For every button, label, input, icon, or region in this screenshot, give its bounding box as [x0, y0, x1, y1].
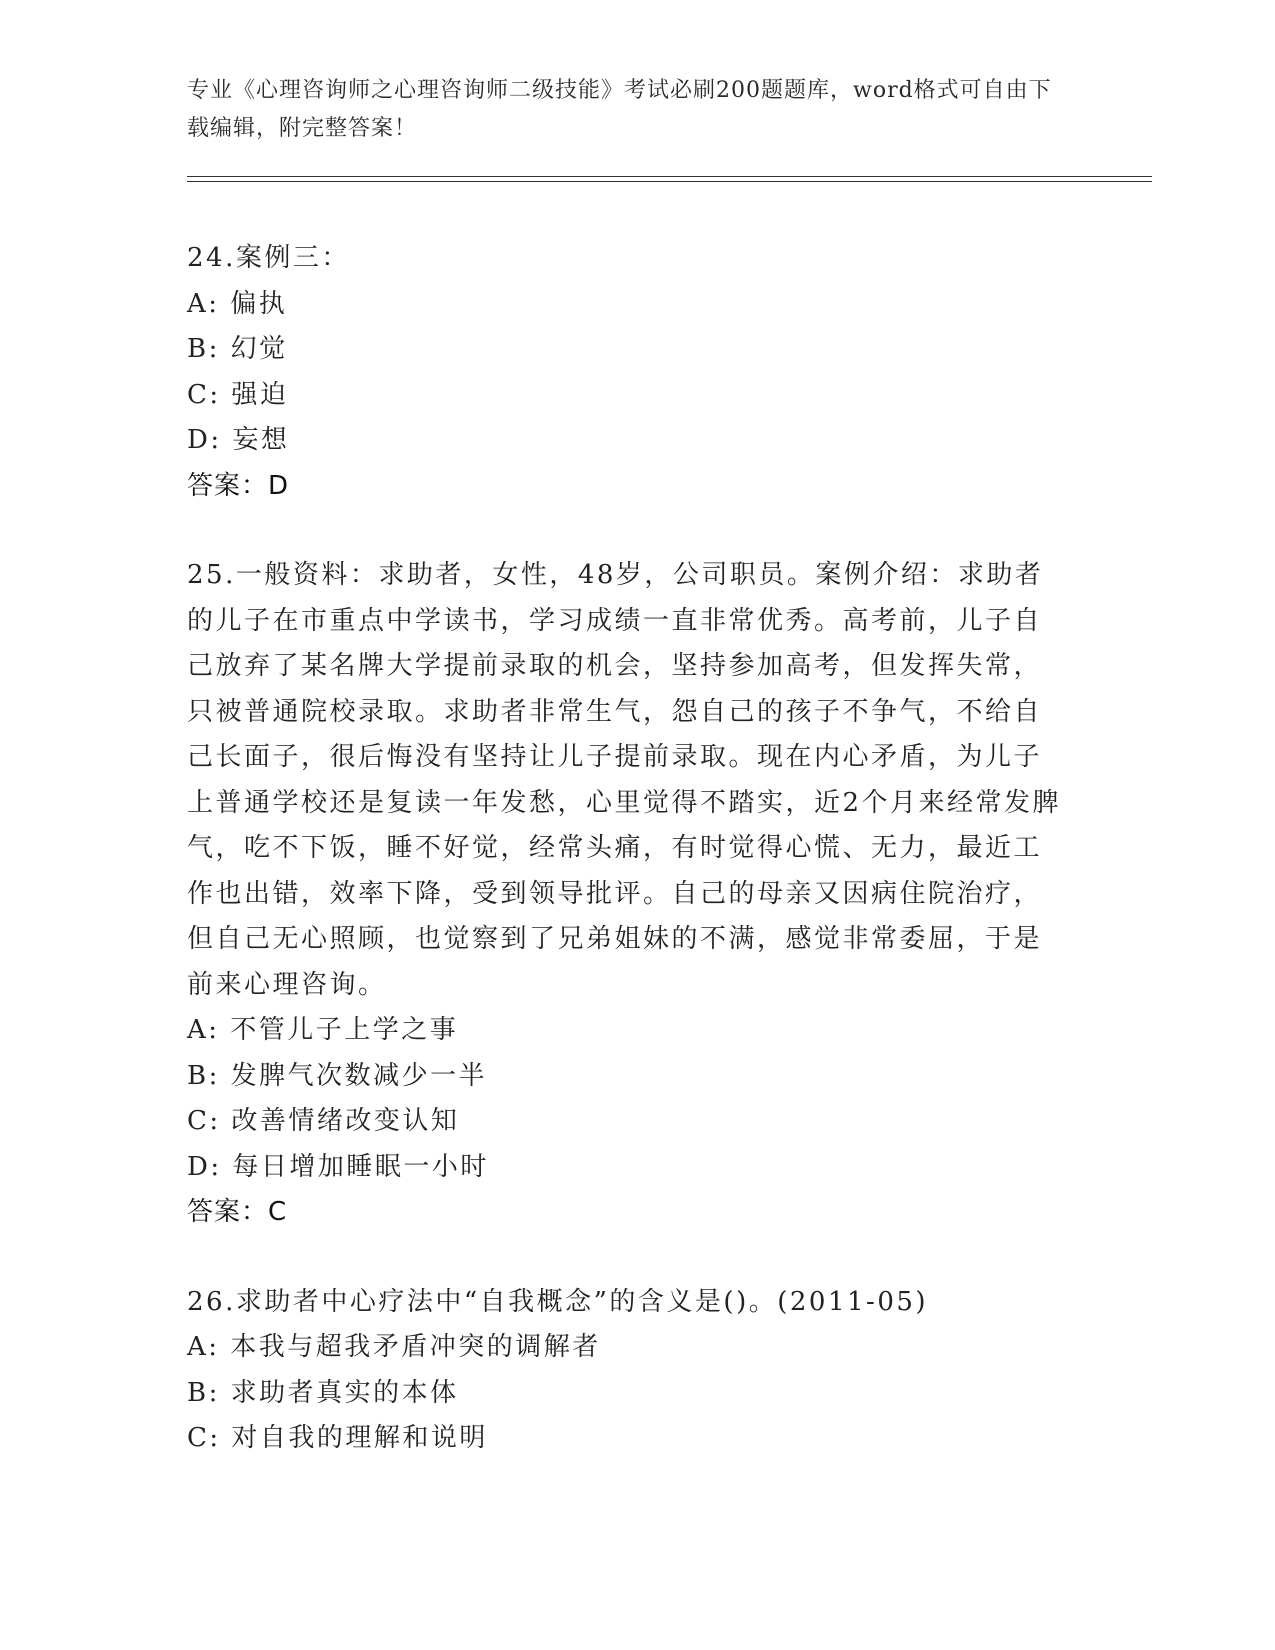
- document-header: 专业《心理咨询师之心理咨询师二级技能》考试必刷200题题库，word格式可自由下载编辑，附完整答案！: [187, 78, 1052, 141]
- question-25: [187, 553, 1087, 1236]
- answer: 答案：C: [187, 1197, 288, 1227]
- option-c: C: 改善情绪改变认知: [187, 1106, 460, 1136]
- question-list: [187, 236, 1087, 1462]
- option-b: B: 求助者真实的本体: [187, 1377, 459, 1408]
- question-24: [187, 236, 1087, 509]
- option-a: A: 本我与超我矛盾冲突的调解者: [187, 1332, 601, 1362]
- option-c: C: 对自我的理解和说明: [187, 1423, 488, 1453]
- question-stem: 26.求助者中心疗法中“自我概念”的含义是()。(2011-05): [187, 1286, 929, 1317]
- option-b: B: 发脾气次数减少一半: [187, 1060, 488, 1091]
- question-stem: 24.案例三：: [187, 243, 350, 273]
- option-b: B: 幻觉: [187, 334, 288, 364]
- question-stem: 25.一般资料：求助者，女性，48岁，公司职员。案例介绍：求助者的儿子在市重点中学读书，学习成绩一直非常优秀。高考前，儿子自己放弃了某名牌大学提前录取的机会，坚持参加高考，但发挥失常，只被普通院校录取。求助者非常生气，怨自己的孩子不争气，不给自己长面子，很后悔没有坚持让儿子提前录取。现在内心矛盾，为儿子上普通学校还是复读一年发愁，心里觉得不踏实，近2个月来经常发脾气，吃不下饭，睡不好觉，经常头痛，有时觉得心慌、无力，最近工作也出错，效率下降，受到领导批评。自己的母亲又因病住院治疗，但自己无心照顾，也觉察到了兄弟姐妹的不满，感觉非常委屈，于是前来心理咨询。: [187, 560, 1062, 1000]
- spacer: [187, 509, 1087, 553]
- option-d: D: 每日增加睡眠一小时: [187, 1151, 489, 1182]
- option-c: C: 强迫: [187, 379, 289, 410]
- question-26: [187, 1280, 1087, 1462]
- spacer: [187, 1236, 1087, 1280]
- option-d: D: 妄想: [187, 425, 290, 455]
- header-divider: [187, 176, 1152, 182]
- option-a: A: 偏执: [187, 288, 288, 319]
- answer: 答案：D: [187, 470, 290, 501]
- option-a: A: 不管儿子上学之事: [187, 1015, 459, 1045]
